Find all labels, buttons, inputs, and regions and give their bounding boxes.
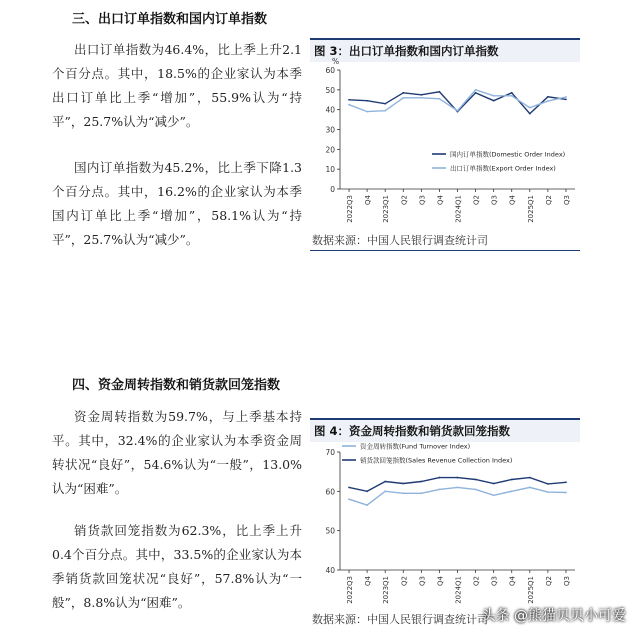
chart4-series-1-line: [349, 487, 566, 505]
chart3-x-tick-label: Q3: [490, 195, 499, 205]
chart3-y-tick-label: 0: [330, 185, 335, 194]
chart4-x-tick-label: Q4: [508, 576, 517, 586]
chart4-series-2-point: [547, 483, 549, 485]
figure3-bottom-rule: [310, 250, 580, 251]
figure3-source: 数据来源：中国人民银行调查统计司: [312, 234, 488, 247]
chart4-y-tick-label: 60: [325, 487, 335, 497]
chart3-x-tick-label: Q2: [472, 195, 481, 205]
chart4-series-1-point: [384, 490, 386, 492]
figure3-title: 图 3：出口订单指数和国内订单指数: [310, 38, 580, 62]
chart4-x-tick-label: Q3: [490, 576, 499, 586]
chart4-y-tick-label: 50: [325, 526, 335, 536]
chart3-series-1-point: [366, 100, 368, 102]
chart4-series-1-point: [366, 504, 368, 506]
chart4-series-1-point: [348, 498, 350, 500]
chart3-series-1-point: [384, 103, 386, 105]
chart3-x-tick-label: 2025Q1: [526, 195, 535, 223]
chart3-y-tick-label: 20: [325, 145, 335, 155]
chart4-series-1-point: [439, 488, 441, 490]
figure4-title: 图 4：资金周转指数和销货款回笼指数: [310, 418, 580, 442]
chart3-series-2-point: [439, 98, 441, 100]
section3-heading: 三、出口订单指数和国内订单指数: [72, 12, 268, 27]
section4-heading: 四、资金周转指数和销货款回笼指数: [72, 378, 281, 393]
chart4-y-tick-label: 70: [325, 448, 335, 457]
chart3-y-tick-label: 50: [325, 85, 335, 95]
figure4-source: 数据来源：中国人民银行调查统计司: [312, 613, 488, 626]
chart3-series-2-line: [349, 90, 566, 112]
chart4-x-tick-label: Q2: [544, 576, 553, 586]
chart3-series-2-point: [475, 89, 477, 91]
chart3-series-2-point: [493, 95, 495, 97]
chart3-legend-label-2: 出口订单指数(Export Order Index): [450, 164, 556, 173]
chart4-series-2-line: [349, 478, 566, 492]
chart3-series-1-point: [529, 113, 531, 115]
chart3-y-tick-label: 30: [325, 125, 335, 135]
chart3-x-tick-label: Q2: [544, 195, 553, 205]
chart4-series-2-point: [348, 487, 350, 489]
chart3-series-2-point: [402, 97, 404, 99]
chart4-series-1-point: [420, 492, 422, 494]
chart3-series-1-point: [402, 92, 404, 94]
figure3-chart: [310, 57, 580, 230]
chart3-x-tick-label: Q4: [508, 195, 517, 205]
chart3-x-tick-label: Q4: [364, 195, 373, 205]
chart4-series-2-point: [475, 479, 477, 481]
chart4-series-1-point: [529, 487, 531, 489]
chart4-x-tick-label: Q4: [436, 576, 445, 586]
chart3-series-2-point: [457, 110, 459, 112]
chart3-series-1-point: [565, 98, 567, 100]
chart3-series-2-point: [547, 100, 549, 102]
chart4-series-1-point: [457, 487, 459, 489]
chart4-series-2-point: [529, 477, 531, 479]
chart4-x-tick-label: Q4: [364, 576, 373, 586]
chart4-series-1-point: [402, 492, 404, 494]
chart3-series-1-point: [475, 92, 477, 94]
chart3-series-2-point: [366, 111, 368, 113]
chart4-series-2-point: [457, 477, 459, 479]
chart4-series-2-point: [565, 481, 567, 483]
chart3-x-tick-label: Q2: [400, 195, 409, 205]
chart4-series-2-point: [384, 481, 386, 483]
section4-paragraph-2: 销货款回笼指数为62.3%，比上季上升0.4个百分点。其中，33.5%的企业家认为本季销货款回笼状况“良好”，57.8%认为“一般”，8.8%认为“困难”。: [52, 523, 302, 610]
chart3-series-1-point: [547, 96, 549, 98]
chart4-x-tick-label: Q3: [418, 576, 427, 586]
chart3-series-1-point: [420, 94, 422, 96]
chart4-y-tick-label: 40: [325, 566, 335, 575]
chart4-series-2-point: [402, 483, 404, 485]
chart4-x-tick-label: 2024Q1: [454, 576, 463, 604]
chart4-x-tick-label: 2022Q3: [346, 576, 355, 604]
chart4-series-1-point: [511, 490, 513, 492]
chart3-series-2-point: [511, 95, 513, 97]
chart4-series-1-point: [493, 494, 495, 496]
figure3: [310, 38, 580, 253]
section4-paragraph-1: 资金周转指数为59.7%，与上季基本持平。其中，32.4%的企业家认为本季资金周转状况“良好”，54.6%认为“一般”，13.0%认为“困难”。: [52, 409, 302, 496]
chart4-x-tick-label: 2025Q1: [526, 576, 535, 604]
chart3-series-2-point: [348, 104, 350, 106]
watermark: 头条 @熊猫贝贝小可爱: [481, 608, 626, 624]
chart3-y-tick-label: 60: [325, 66, 335, 75]
chart3-x-tick-label: 2022Q3: [346, 195, 355, 223]
chart3-y-unit-label: %: [332, 57, 340, 66]
chart3-x-tick-label: Q3: [418, 195, 427, 205]
chart4-series-2-point: [493, 483, 495, 485]
chart3-x-tick-label: 2023Q1: [382, 195, 391, 223]
section3-paragraph-2: 国内订单指数为45.2%，比上季下降1.3个百分点。其中，16.2%的企业家认为本季国内订单比上季“增加”，58.1%认为“持平”，25.7%认为“减少”。: [52, 160, 302, 247]
chart4-series-2-point: [366, 490, 368, 492]
chart3-series-2-point: [565, 96, 567, 98]
chart3-series-1-point: [439, 91, 441, 93]
chart3-y-tick-label: 40: [325, 105, 335, 115]
chart4-legend-label-2: 销货款回笼指数(Sales Revenue Collection Index): [360, 456, 513, 465]
chart4-series-2-point: [439, 477, 441, 479]
chart3-series-1-point: [511, 92, 513, 94]
chart3-y-tick-label: 10: [325, 165, 335, 175]
chart3-x-tick-label: 2024Q1: [454, 195, 463, 223]
chart4-series-1-point: [565, 492, 567, 494]
chart3-series-2-point: [529, 107, 531, 109]
chart3-series-2-point: [384, 110, 386, 112]
chart4-x-tick-label: Q2: [400, 576, 409, 586]
chart4-series-1-point: [475, 488, 477, 490]
chart4-x-tick-label: 2023Q1: [382, 576, 391, 604]
chart4-x-tick-label: Q2: [472, 576, 481, 586]
chart3-x-tick-label: Q3: [562, 195, 571, 205]
chart4-series-1-point: [547, 491, 549, 493]
chart4-x-tick-label: Q3: [562, 576, 571, 586]
chart4-legend-label-1: 资金周转指数(Fund Turnover Index): [360, 442, 471, 451]
chart3-legend-label-1: 国内订单指数(Domestic Order Index): [450, 150, 566, 159]
chart4-series-2-point: [420, 481, 422, 483]
chart3-x-tick-label: Q4: [436, 195, 445, 205]
section3-paragraph-1: 出口订单指数为46.4%，比上季上升2.1个百分点。其中，18.5%的企业家认为本季出口订单比上季“增加”，55.9%认为“持平”，25.7%认为“减少”。: [52, 42, 302, 129]
chart3-series-1-point: [348, 99, 350, 101]
chart3-series-2-point: [420, 97, 422, 99]
chart3-series-1-point: [493, 100, 495, 102]
figure4-chart: [310, 442, 580, 610]
chart4-series-2-point: [511, 479, 513, 481]
